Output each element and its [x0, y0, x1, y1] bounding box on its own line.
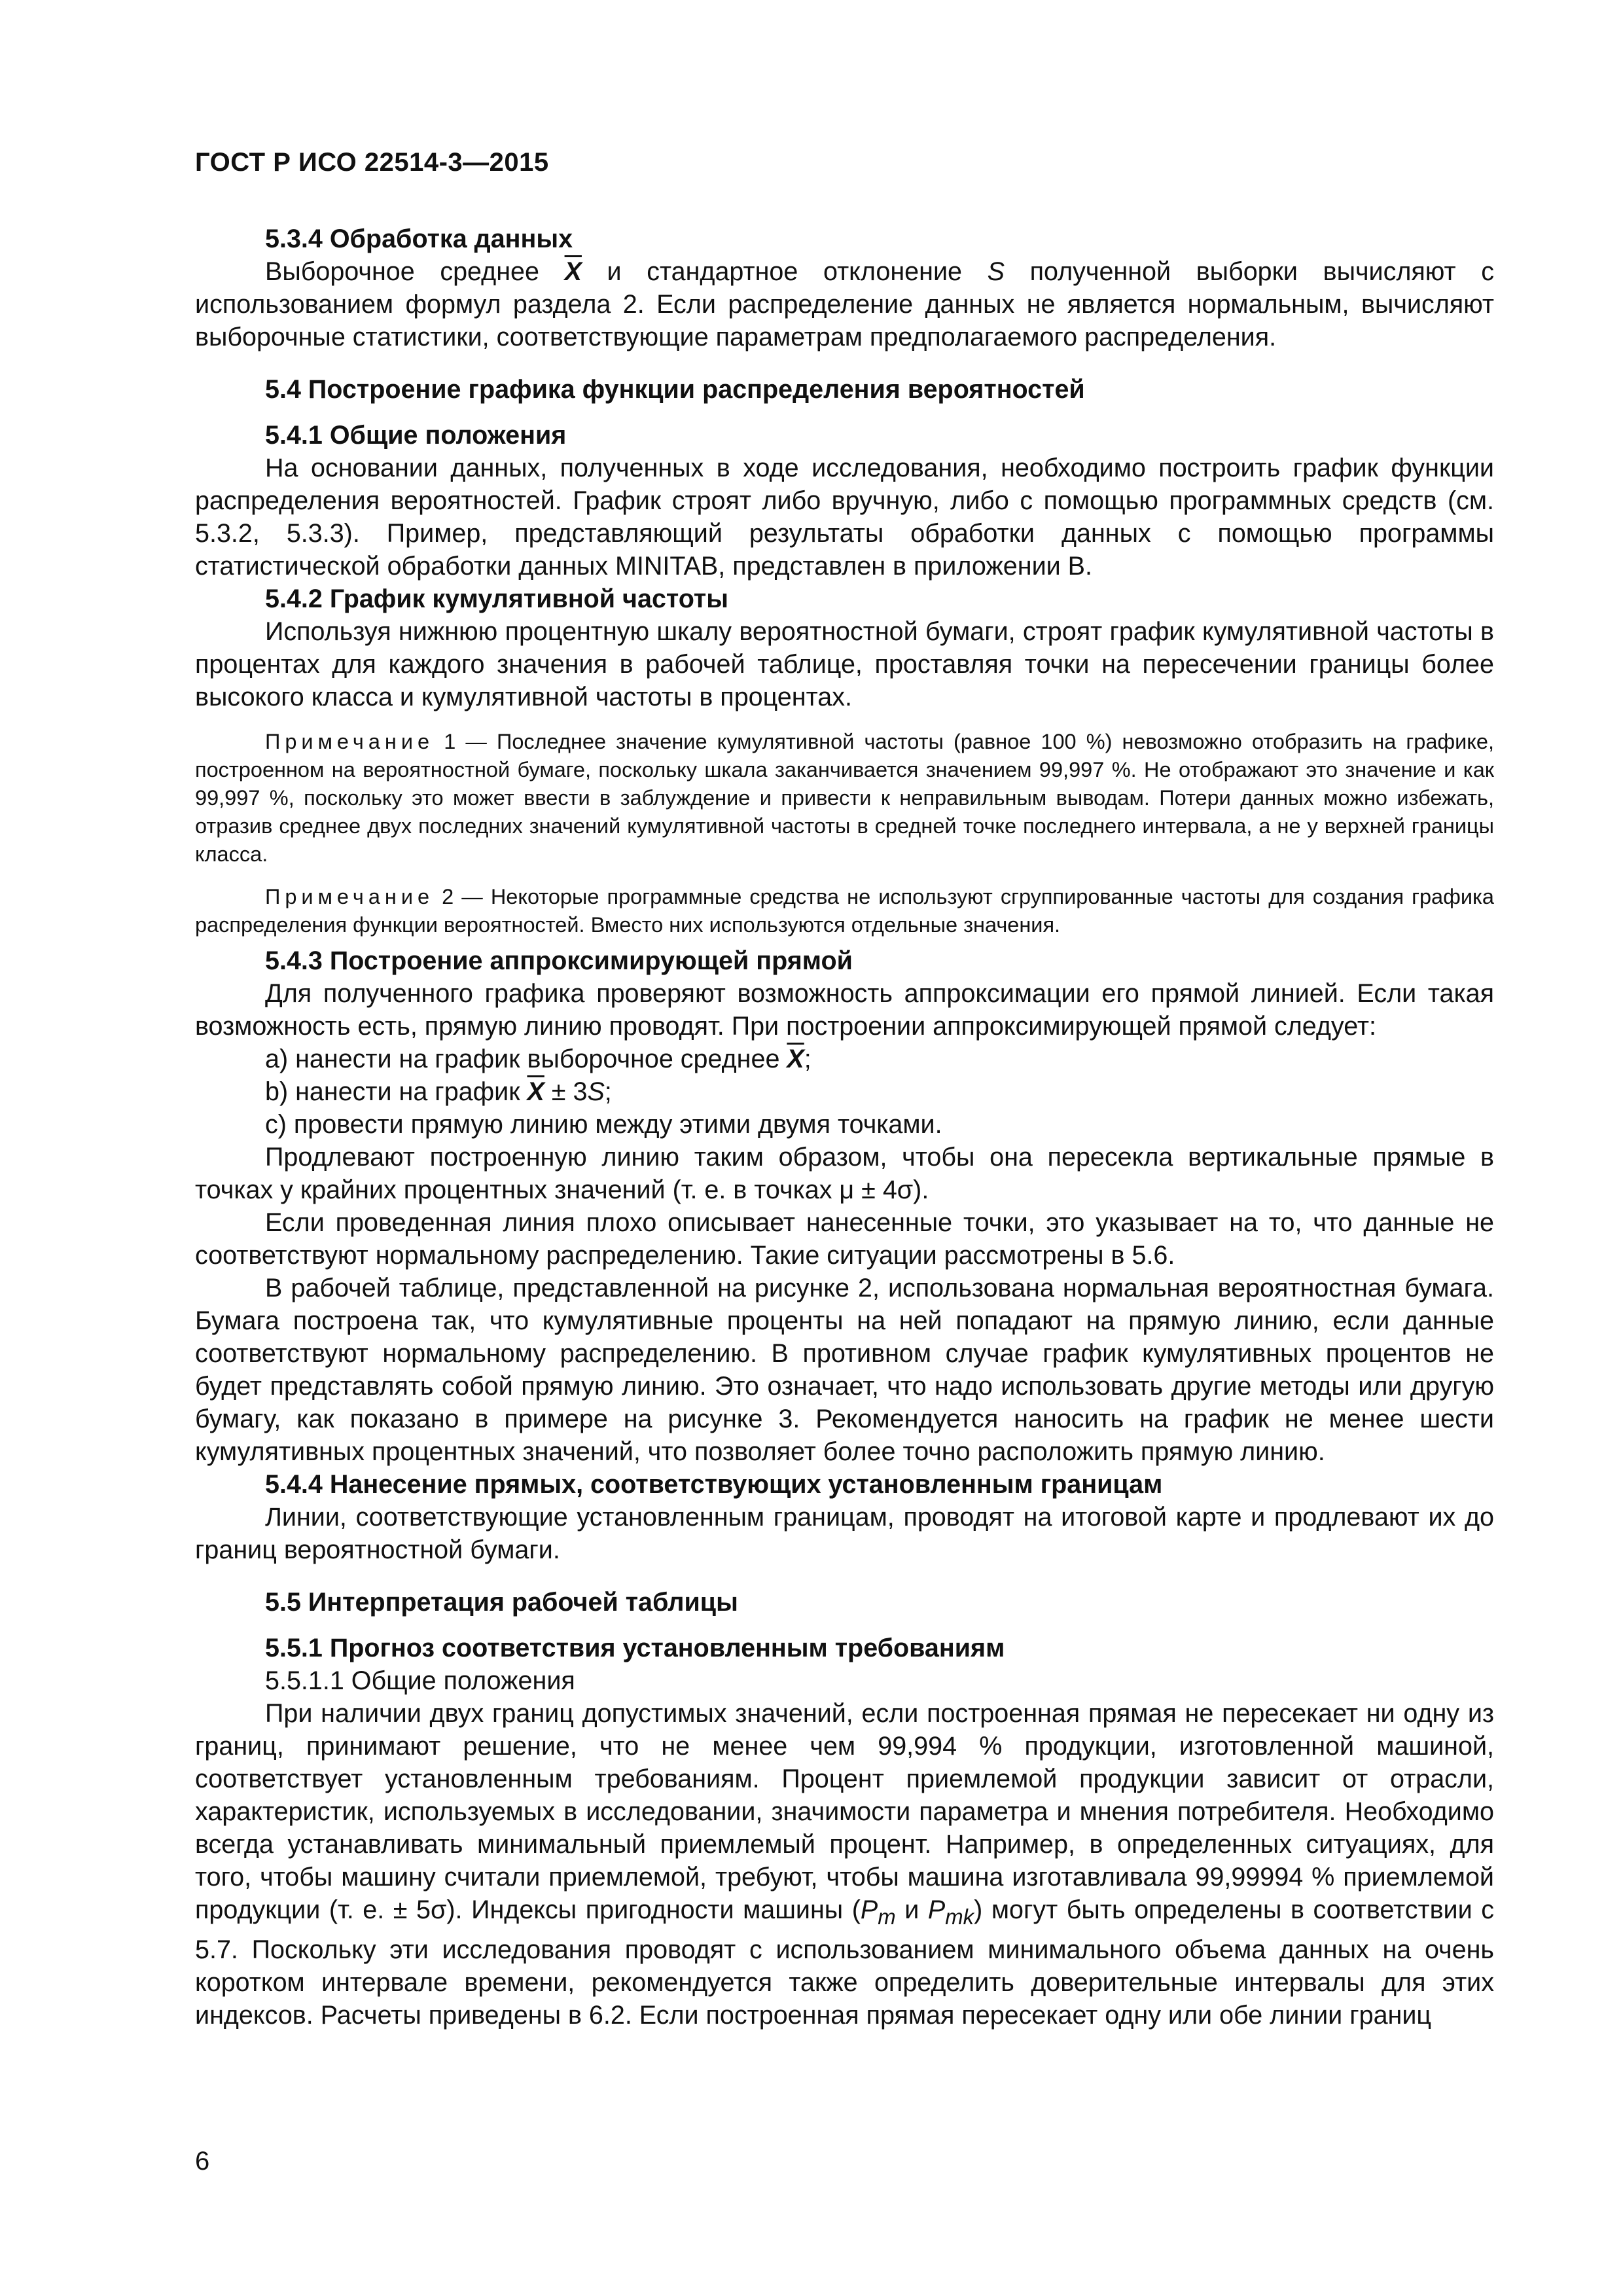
text-run: ) могут быть определены в соответствии с 5.7. Поскольку эти исследования проводят с использованием минимального объема данных на очень коротком интервале времени, рекомендуется также определить доверительные интервалы для этих индексов. Расчеты приведены в 6.2. Если построенная прямая пересекает одну или обе линии границ — [195, 1895, 1495, 2030]
std-dev-symbol: S — [987, 257, 1005, 286]
section-5-5-1-title: 5.5.1 Прогноз соответствия установленным требованиям — [265, 1634, 1005, 1662]
document-header: ГОСТ Р ИСО 22514-3—2015 — [195, 148, 549, 177]
section-5-4-4-paragraph: Линии, соответствующие установленным границам, проводят на итоговой карте и продлевают их до границ вероятностной бумаги. — [195, 1503, 1494, 1564]
note-text: 1 — Последнее значение кумулятивной частоты (равное 100 %) невозможно отобразить на графике, построенном на вероятностной бумаге, поскольку шкала заканчивается значением 99,997 %. Не отображают это значение и как 99,997 %, поскольку это может ввести в заблуждение и привести к неправильным выводам. Потери данных можно избежать, отразив среднее двух последних значений кумулятивной частоты в средней точке последнего интервала, а не у верхней границы класса. — [195, 730, 1494, 866]
text-run: b) нанести на график — [265, 1077, 527, 1106]
document-body — [195, 223, 1494, 2032]
section-5-3-4-title: 5.3.4 Обработка данных — [265, 224, 573, 253]
sample-mean-symbol: $\overline{X}$ — [564, 257, 582, 286]
text-run: и стандартное отклонение — [581, 257, 988, 286]
text-run: полученной выборки вычисляют с использованием формул раздела 2. Если распределение данных не является нормальным, вычисляют выборочные статистики, соответствующие параметрам предполагаемого распределения. — [195, 257, 1495, 351]
list-item-b — [195, 1075, 1494, 1108]
section-5-3-4-paragraph — [195, 255, 1494, 353]
pm-subscript: m — [878, 1904, 896, 1929]
section-5-4-3-paragraph-1: Для полученного графика проверяют возможность аппроксимации его прямой линией. Если такая возможность есть, прямую линию проводят. При построении аппроксимирующей прямой следует: — [195, 979, 1494, 1041]
section-5-4-2-paragraph: Используя нижнюю процентную шкалу вероятностной бумаги, строят график кумулятивной частоты в процентах для каждого значения в рабочей таблице, проставляя точки на пересечении границы более высокого класса и кумулятивной частоты в процентах. — [195, 617, 1494, 711]
note-text: 2 — Некоторые программные средства не используют сгруппированные частоты для создания графика распределения функции вероятностей. Вместо них используются отдельные значения. — [195, 885, 1494, 937]
text-run: ; — [604, 1077, 612, 1106]
text-run: ; — [804, 1045, 812, 1073]
text-run: Выборочное среднее — [265, 257, 565, 286]
list-item-c: c) провести прямую линию между этими двумя точками. — [265, 1110, 942, 1139]
pmk-subscript: mk — [945, 1904, 974, 1929]
section-5-4-1-paragraph: На основании данных, полученных в ходе исследования, необходимо построить график функции распределения вероятностей. График строят либо вручную, либо с помощью программных средств (см. 5.3.2, 5.3.3). Пример, представляющий результаты обработки данных с помощью программы статистической обработки данных MINITAB, представлен в приложении В. — [195, 454, 1494, 581]
section-5-4-3-title: 5.4.3 Построение аппроксимирующей прямой — [265, 946, 853, 975]
section-5-4-title: 5.4 Построение графика функции распределения вероятностей — [265, 375, 1085, 404]
note-1 — [195, 728, 1494, 869]
text-run: При наличии двух границ допустимых значений, если построенная прямая не пересекает ни одну из границ, принимают решение, что не менее чем 99,994 % продукции, изготовленной машиной, соответствует установленным требованиям. Процент приемлемой продукции зависит от отрасли, характеристик, используемых в исследовании, значимости параметра и мнения потребителя. Необходимо всегда устанавливать минимальный приемлемый процент. Например, в определенных ситуациях, для того, чтобы машину считали приемлемой, требуют, чтобы машина изготавливала 99,99994 % приемлемой продукции (т. е. ± 5σ). Индексы пригодности машины ( — [195, 1699, 1494, 1924]
section-5-4-3-paragraph-4: В рабочей таблице, представленной на рисунке 2, использована нормальная вероятностная бумага. Бумага построена так, что кумулятивные проценты на ней попадают на прямую линию, если данные соответствуют нормальному распределению. В противном случае график кумулятивных процентов не будет представлять собой прямую линию. Это означает, что надо использовать другие методы или другую бумагу, как показано в примере на рисунке 3. Рекомендуется наносить на график не менее шести кумулятивных процентных значений, что позволяет более точно расположить прямую линию. — [195, 1274, 1494, 1466]
section-5-4-3-paragraph-2: Продлевают построенную линию таким образом, чтобы она пересекла вертикальные прямые в точках у крайних процентных значений (т. е. в точках μ ± 4σ). — [195, 1143, 1494, 1204]
std-dev-symbol: S — [587, 1077, 605, 1106]
section-5-4-1-title: 5.4.1 Общие положения — [265, 421, 567, 450]
text-run: и — [895, 1895, 928, 1924]
section-5-4-2-title: 5.4.2 График кумулятивной частоты — [265, 584, 728, 613]
sample-mean-symbol: $\overline{X}$ — [787, 1045, 804, 1073]
page-number: 6 — [195, 2147, 210, 2176]
note-label: Примечание — [265, 730, 435, 753]
text-run: a) нанести на график выборочное среднее — [265, 1045, 787, 1073]
sample-mean-symbol: $\overline{X}$ — [527, 1077, 544, 1106]
section-5-5-title: 5.5 Интерпретация рабочей таблицы — [265, 1588, 738, 1617]
note-label: Примечание — [265, 885, 435, 908]
section-5-5-1-1-paragraph — [195, 1697, 1494, 2032]
section-5-4-3-paragraph-3: Если проведенная линия плохо описывает нанесенные точки, это указывает на то, что данные не соответствуют нормальному распределению. Такие ситуации рассмотрены в 5.6. — [195, 1208, 1494, 1270]
list-item-a — [195, 1043, 1494, 1075]
section-5-5-1-1-title: 5.5.1.1 Общие положения — [265, 1666, 575, 1695]
note-2 — [195, 883, 1494, 939]
section-5-4-4-title: 5.4.4 Нанесение прямых, соответствующих установленным границам — [265, 1470, 1163, 1499]
pmk-symbol: P — [927, 1895, 946, 1924]
pm-symbol: P — [860, 1895, 878, 1924]
text-run: ± 3 — [544, 1077, 588, 1106]
